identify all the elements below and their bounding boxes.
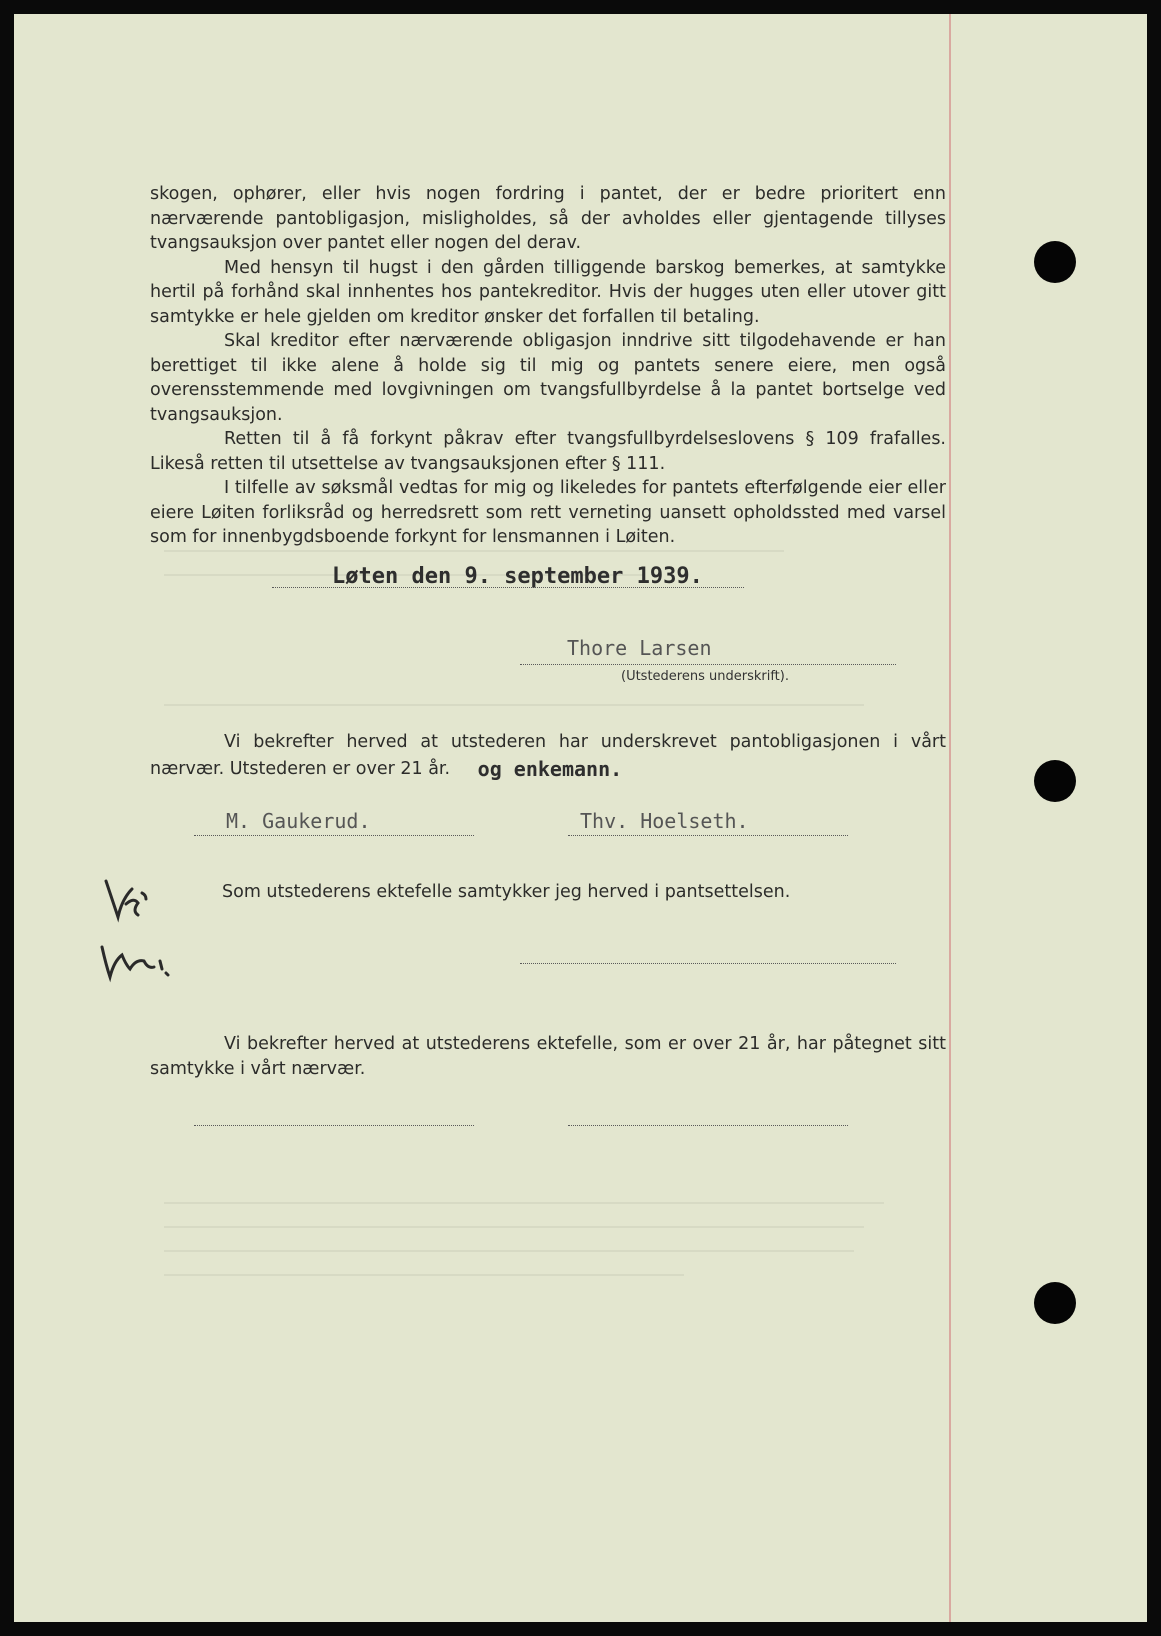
body-paragraph: Skal kreditor efter nærværende obligasjon inndrive sitt tilgodehavende er han berettiget til ikke alene å holde sig til mig og pantets senere eiere, men også overensstemmende med lovgivningen om tvangsfullbyrdelse å la pantet bortselge ved tvangsauksjon. [150,331,946,425]
body-paragraph: skogen, ophører, eller hvis nogen fordring i pantet, der er bedre prioritert enn nærværende pantobligasjon, misligholdes, så der avholdes eller gjentagende tillyses tvangsauksjon over pantet eller nogen del derav. [150,184,946,253]
body-paragraph: I tilfelle av søksmål vedtas for mig og likeledes for pantets efterfølgende eier eller eiere Løiten forliksråd og herredsrett som rett verneting uansett opholdssted med varsel som for innenbygdsboende forkynt for lensmannen i Løiten. [150,478,946,547]
bleed-through [164,704,864,706]
issuer-signature: Thore Larsen [567,636,712,660]
issuer-signature-line [520,664,896,665]
place-date: Løten den 9. september 1939. [332,564,703,589]
bleed-through [164,1274,684,1276]
handwritten-initials [92,869,192,994]
body-text [150,182,946,550]
spouse-witness-statement: Vi bekrefter herved at utstederens ektefelle, som er over 21 år, har påtegnet sitt samtykke i vårt nærvær. [150,1034,946,1079]
punch-hole [1034,1282,1076,1324]
punch-hole [1034,760,1076,802]
spouse-witness-2-line [568,1125,848,1126]
margin-line [949,14,951,1622]
bleed-through [164,1250,854,1252]
body-paragraph: Retten til å få forkynt påkrav efter tvangsfullbyrdelseslovens § 109 frafalles. Likeså retten til utsettelse av tvangsauksjonen efter § 111. [150,429,946,474]
spouse-consent: Som utstederens ektefelle samtykker jeg herved i pantsettelsen. [222,882,791,902]
witness-statement-text: Vi bekrefter herved at utstederen har underskrevet pantobligasjonen i vårt nærvær. Utstederen er over 21 år. [150,732,946,779]
bleed-through [164,550,784,552]
witness-2-line [568,835,848,836]
witness-2-signature: Thv. Hoelseth. [580,809,749,833]
spouse-witness-1-line [194,1125,474,1126]
witness-addition: og enkemann. [477,756,623,781]
body-paragraph: Med hensyn til hugst i den gården tilliggende barskog bemerkes, at samtykke hertil på forhånd skal innhentes hos pantekreditor. Hvis der hugges uten eller utover gitt samtykke er hele gjelden om kreditor ønsker det forfallen til betaling. [150,257,946,327]
issuer-signature-caption: (Utstederens underskrift). [621,669,789,684]
bleed-through [164,1226,864,1228]
punch-hole [1034,241,1076,283]
document-page [14,14,1147,1622]
witness-1-signature: M. Gaukerud. [226,809,371,833]
bleed-through [164,1202,884,1204]
spouse-signature-line [520,963,896,964]
witness-1-line [194,835,474,836]
witness-statement [150,730,946,781]
